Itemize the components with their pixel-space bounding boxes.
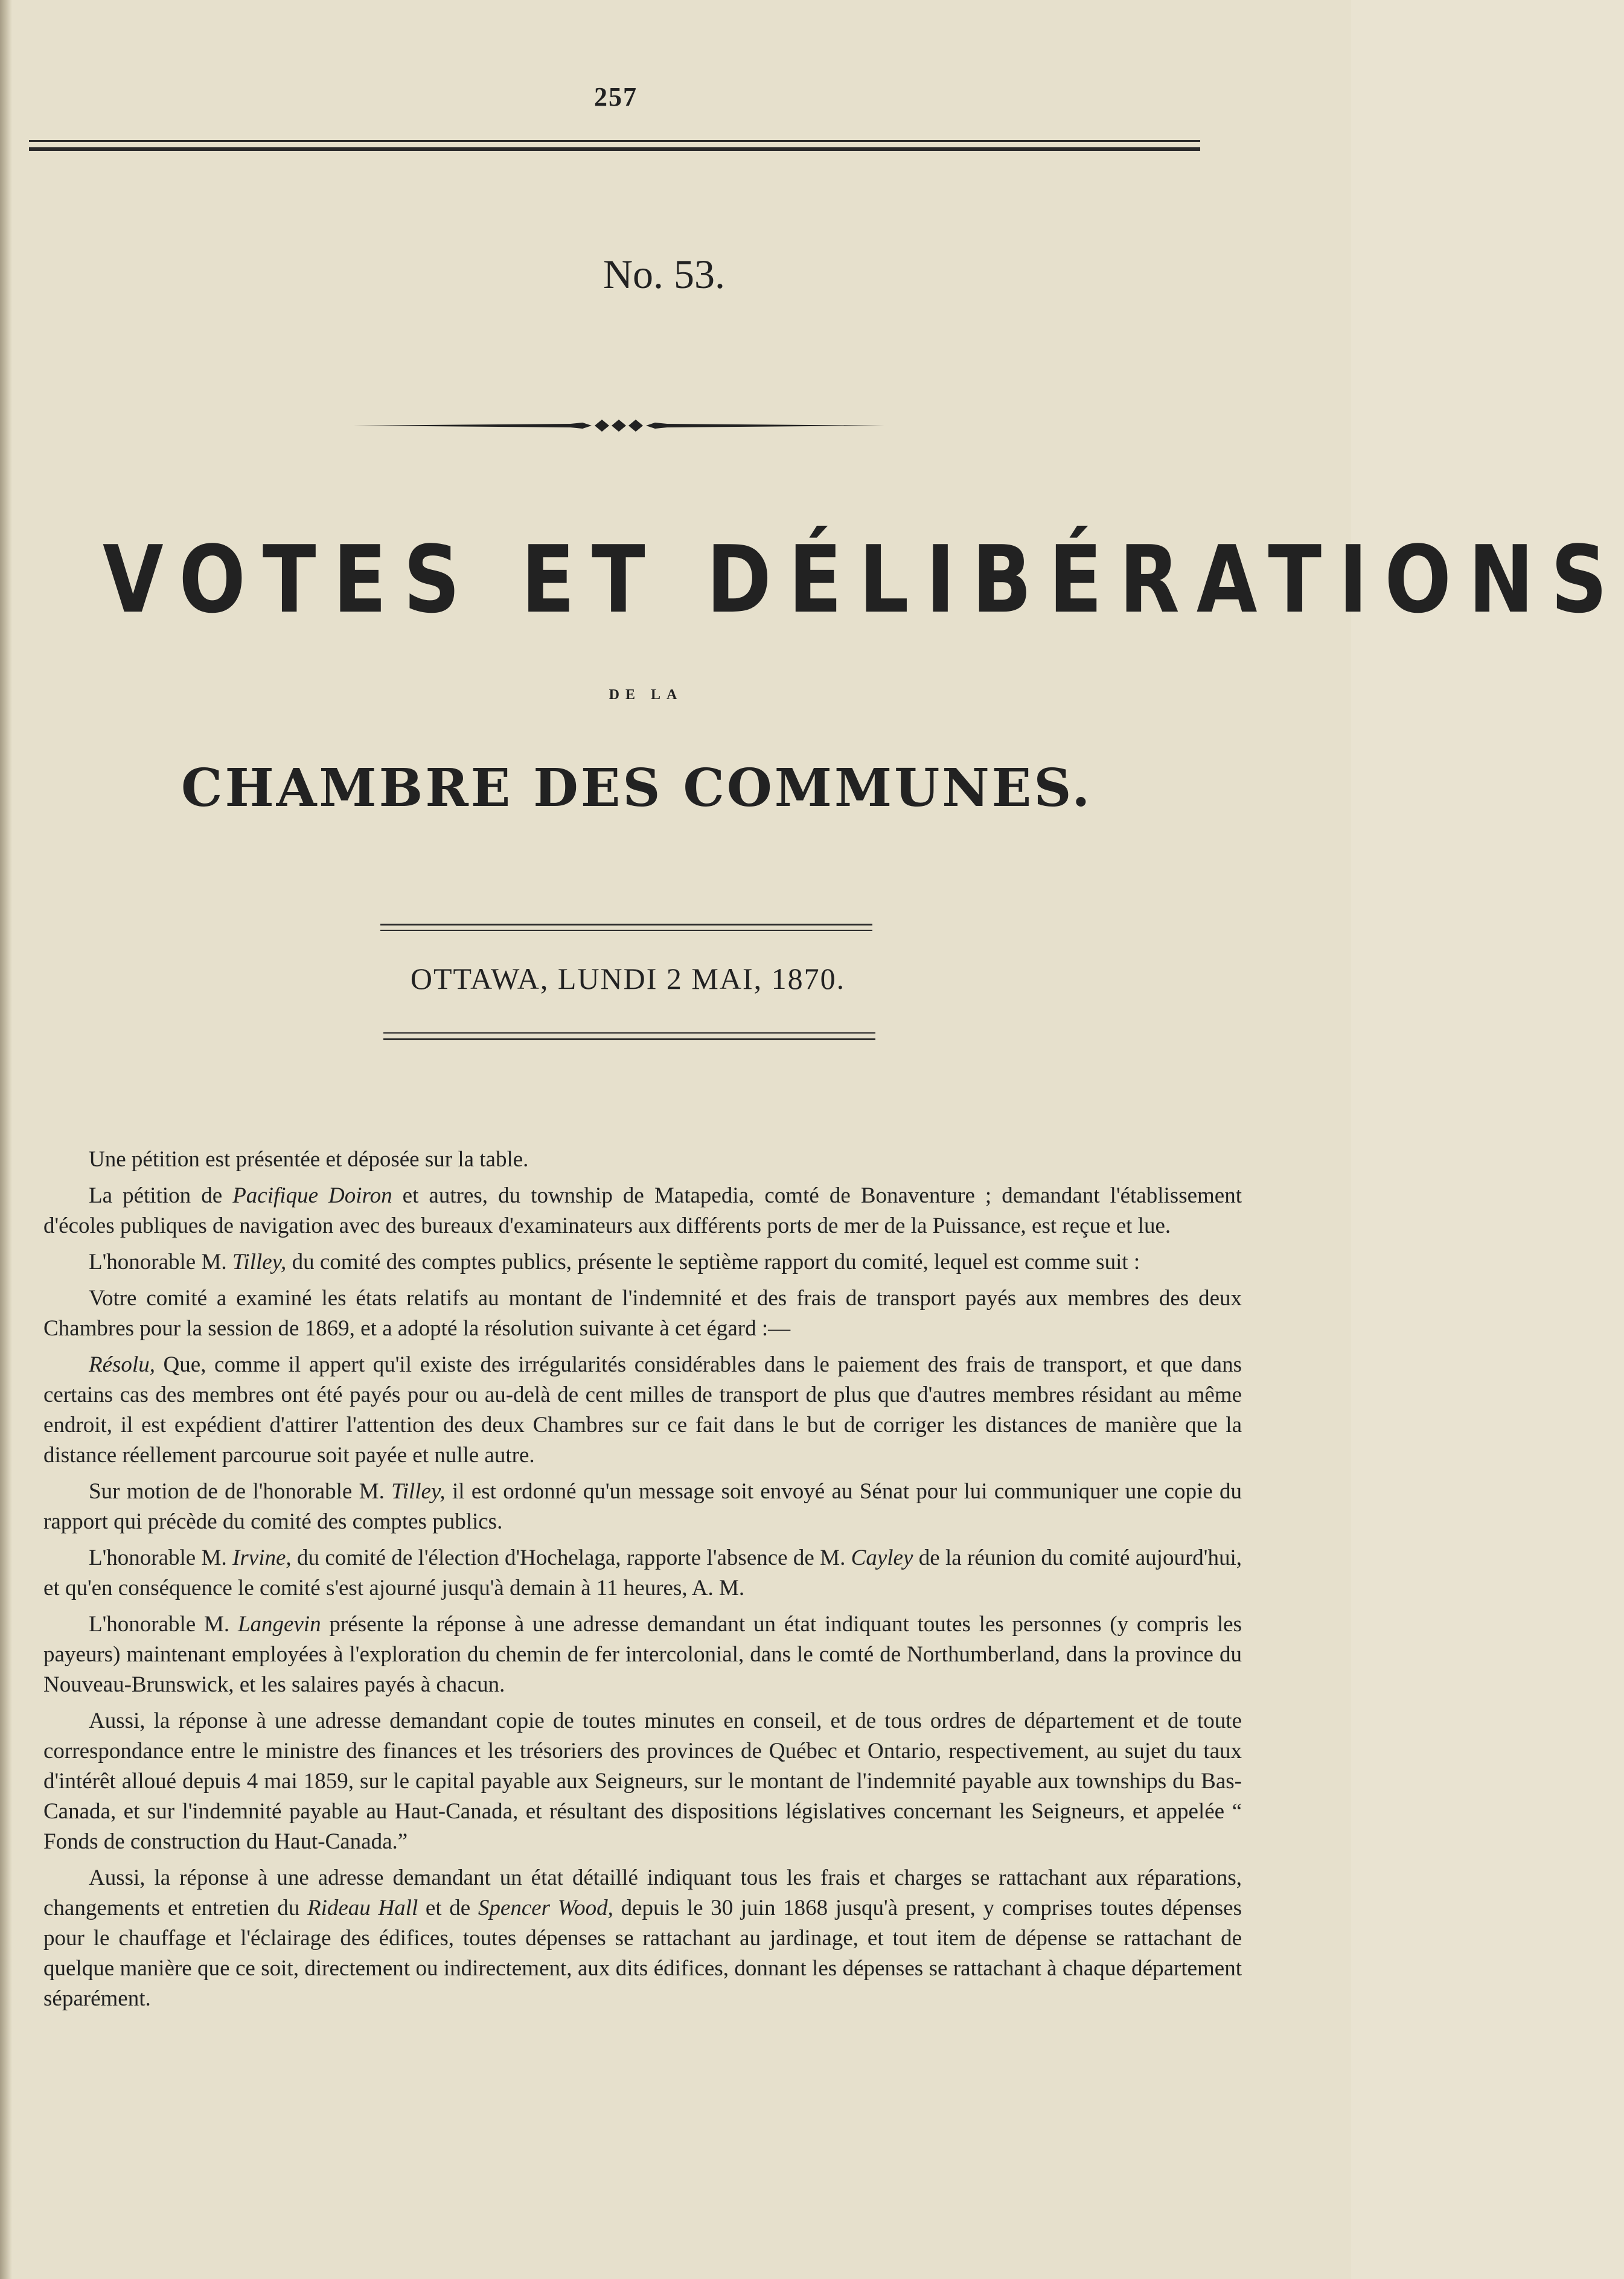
chamber-title: CHAMBRE DES COMMUNES. — [181, 758, 1093, 819]
paragraph-resolution: Résolu, Que, comme il appert qu'il existe des irrégularités considérables dans le paiement des frais de transport, et que dans certains cas des membres ont été payés pour ou au-delà de cent milles de transport de plus que d'autres membres résidant au même endroit, il est expédient d'attirer l'attention des deux Chambres sur ce fait dans le but de corriger les distances de manière que la distance réellement parcourue soit payée et nulle autre. — [43, 1352, 1242, 1468]
paragraph-seigneurs-answer: Aussi, la réponse à une adresse demandant copie de toutes minutes en conseil, et de tous ordres de département et de toute correspondance entre le ministre des finances et les trésoriers des provinces de Québec et Ontario, respectivement, au sujet du taux d'intérêt alloué depuis 4 mai 1859, sur le capital payable aux Seigneurs, sur le montant de l'indemnité payable aux townships du Bas-Canada, et sur l'indemnité payable au Haut-Canada, et résultant des dispositions législatives concernant les Seigneurs, et appelée “ Fonds de construction du Haut-Canada.” — [43, 1708, 1242, 1854]
title-connector: DE LA — [609, 687, 683, 703]
header-rule-thick — [29, 147, 1200, 151]
proceedings-text — [43, 1145, 1242, 2020]
paragraph-motion-tilley: Sur motion de de l'honorable M. Tilley, il est ordonné qu'un message soit envoyé au Sénat pour lui communiquer une copie du rapport qui précède du comité des comptes publics. — [43, 1479, 1242, 1534]
dateline-rule-bottom — [383, 1038, 875, 1040]
dateline-rule-top — [380, 924, 872, 925]
header-rule — [29, 140, 1200, 142]
document-number: No. 53. — [603, 251, 726, 297]
paragraph-tilley-report: L'honorable M. Tilley, du comité des comptes publics, présente le septième rapport du comité, lequel est comme suit : — [89, 1250, 1140, 1274]
dateline-rule-top-thin — [380, 930, 872, 931]
ornamental-divider — [353, 414, 884, 438]
paragraph-langevin-answer: L'honorable M. Langevin présente la réponse à une adresse demandant un état indiquant toutes les personnes (y compris les payeurs) maintenant employées à l'exploration du chemin de fer intercolonial, dans le comté de Northumberland, dans la province du Nouveau-Brunswick, et les salaires payés à chacun. — [43, 1612, 1242, 1697]
binding-edge — [0, 0, 12, 2279]
main-title: VOTES ET DÉLIBÉRATIONS — [103, 525, 1624, 634]
paragraph-irvine-report: L'honorable M. Irvine, du comité de l'élection d'Hochelaga, rapporte l'absence de M. Cayley de la réunion du comité aujourd'hui, et qu'en conséquence le comité s'est ajourné jusqu'à demain à 11 heures, A. M. — [43, 1545, 1242, 1600]
paragraph-petition-tabled: Une pétition est présentée et déposée sur la table. — [89, 1147, 529, 1172]
dateline-rule-bottom-thin — [383, 1032, 875, 1034]
paragraph-petition-doiron: La pétition de Pacifique Doiron et autres, du township de Matapedia, comté de Bonaventure ; demandant l'établissement d'écoles publiques de navigation avec des bureaux d'examinateurs aux différents ports de mer de la Puissance, est reçue et lue. — [43, 1183, 1242, 1238]
dateline: OTTAWA, LUNDI 2 MAI, 1870. — [410, 962, 846, 996]
paragraph-rideau-hall-answer: Aussi, la réponse à une adresse demandant un état détaillé indiquant tous les frais et charges se rattachant aux réparations, changements et entretien du Rideau Hall et de Spencer Wood, depuis le 30 juin 1868 jusqu'à present, y comprises toutes dépenses pour le chauffage et l'éclairage des édifices, toutes dépenses se rattachant au jardinage, et tout item de dépense se rattachant de quelque manière que ce soit, directement ou indirectement, aux dits édifices, donnant les dépenses se rattachant à chaque département séparément. — [43, 1865, 1242, 2011]
paragraph-committee-examined: Votre comité a examiné les états relatifs au montant de l'indemnité et des frais de transport payés aux membres des deux Chambres pour la session de 1869, et a adopté la résolution suivante à cet égard :— — [43, 1286, 1242, 1341]
page-number: 257 — [594, 82, 638, 112]
